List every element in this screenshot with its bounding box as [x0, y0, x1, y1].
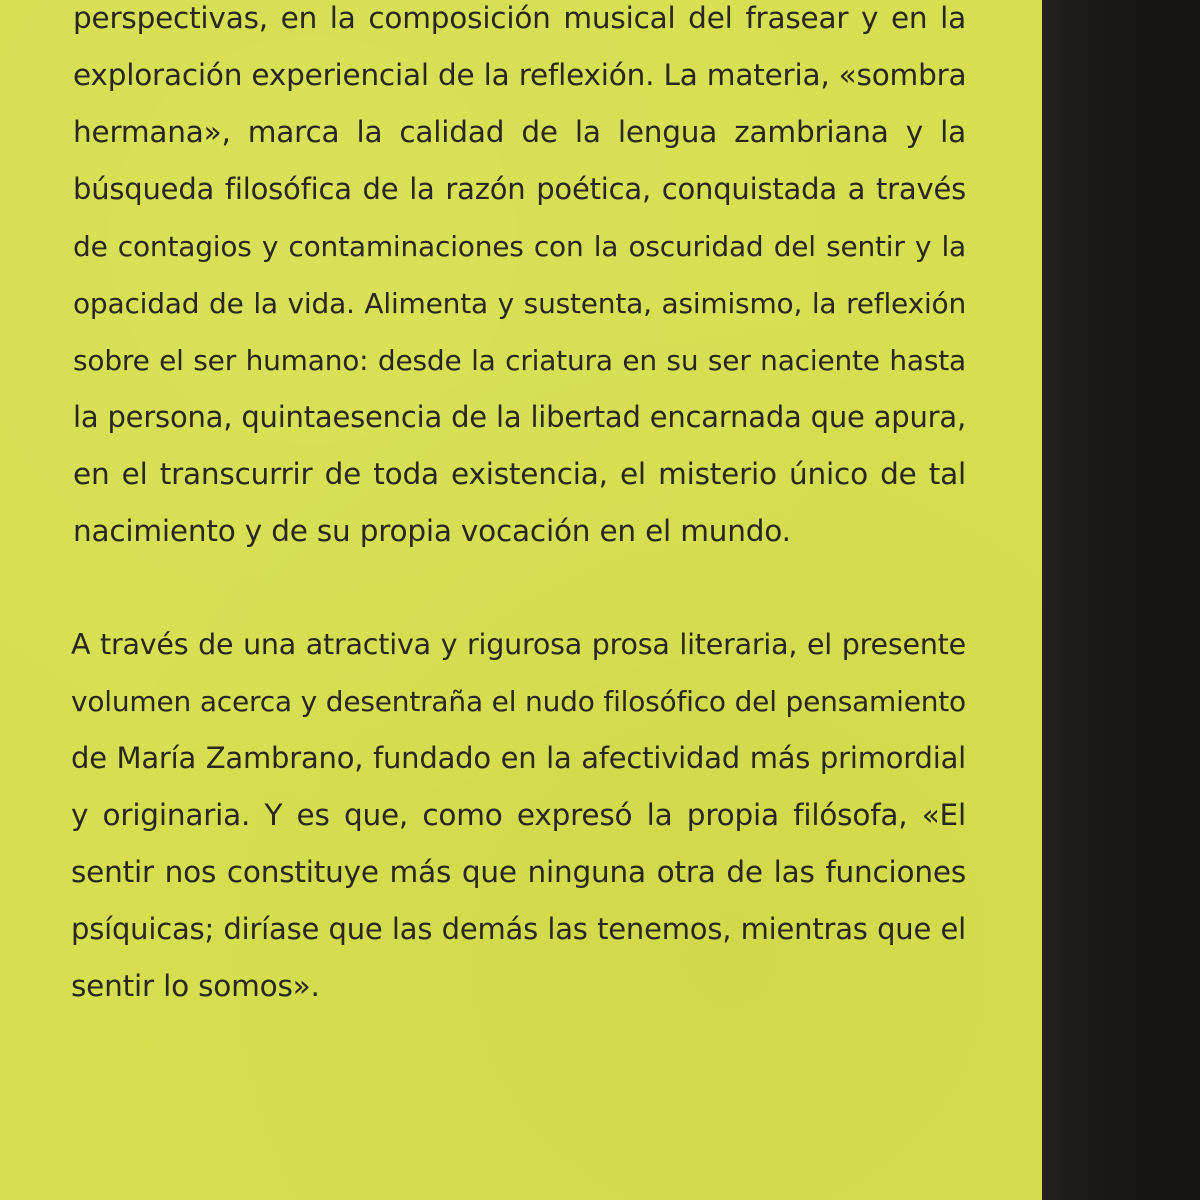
text-line: la persona, quintaesencia de la libertad encarnada que apura, — [73, 400, 966, 434]
text-line: de contagios y contaminaciones con la oscuridad del sentir y la — [73, 230, 966, 263]
text-line: de María Zambrano, fundado en la afectividad más primordial — [71, 741, 966, 775]
text-line: nacimiento y de su propia vocación en el mundo. — [73, 514, 791, 548]
text-line: en el transcurrir de toda existencia, el misterio único de tal — [73, 457, 966, 491]
text-line: exploración experiencial de la reflexión. La materia, «sombra — [73, 58, 967, 92]
text-line: hermana», marca la calidad de la lengua zambriana y la — [73, 115, 966, 149]
text-line: búsqueda filosófica de la razón poética, conquistada a través — [73, 172, 966, 206]
paragraph-1 — [73, 0, 966, 560]
paragraph-2 — [71, 616, 966, 1015]
text-line: psíquicas; diríase que las demás las tenemos, mientras que el — [71, 912, 966, 946]
text-line: sentir nos constituye más que ninguna otra de las funciones — [71, 855, 966, 889]
text-line: y originaria. Y es que, como expresó la propia filósofa, «El — [71, 798, 966, 832]
text-line: opacidad de la vida. Alimenta y sustenta, asimismo, la reflexión — [73, 287, 966, 320]
text-line: perspectivas, en la composición musical del frasear y en la — [73, 1, 966, 35]
dark-spine-edge — [1042, 0, 1200, 1200]
text-line: A través de una atractiva y rigurosa prosa literaria, el presente — [71, 628, 966, 661]
text-line: sentir lo somos». — [71, 969, 320, 1003]
text-line: sobre el ser humano: desde la criatura en su ser naciente hasta — [73, 344, 966, 377]
text-line: volumen acerca y desentraña el nudo filosófico del pensamiento — [71, 685, 966, 718]
